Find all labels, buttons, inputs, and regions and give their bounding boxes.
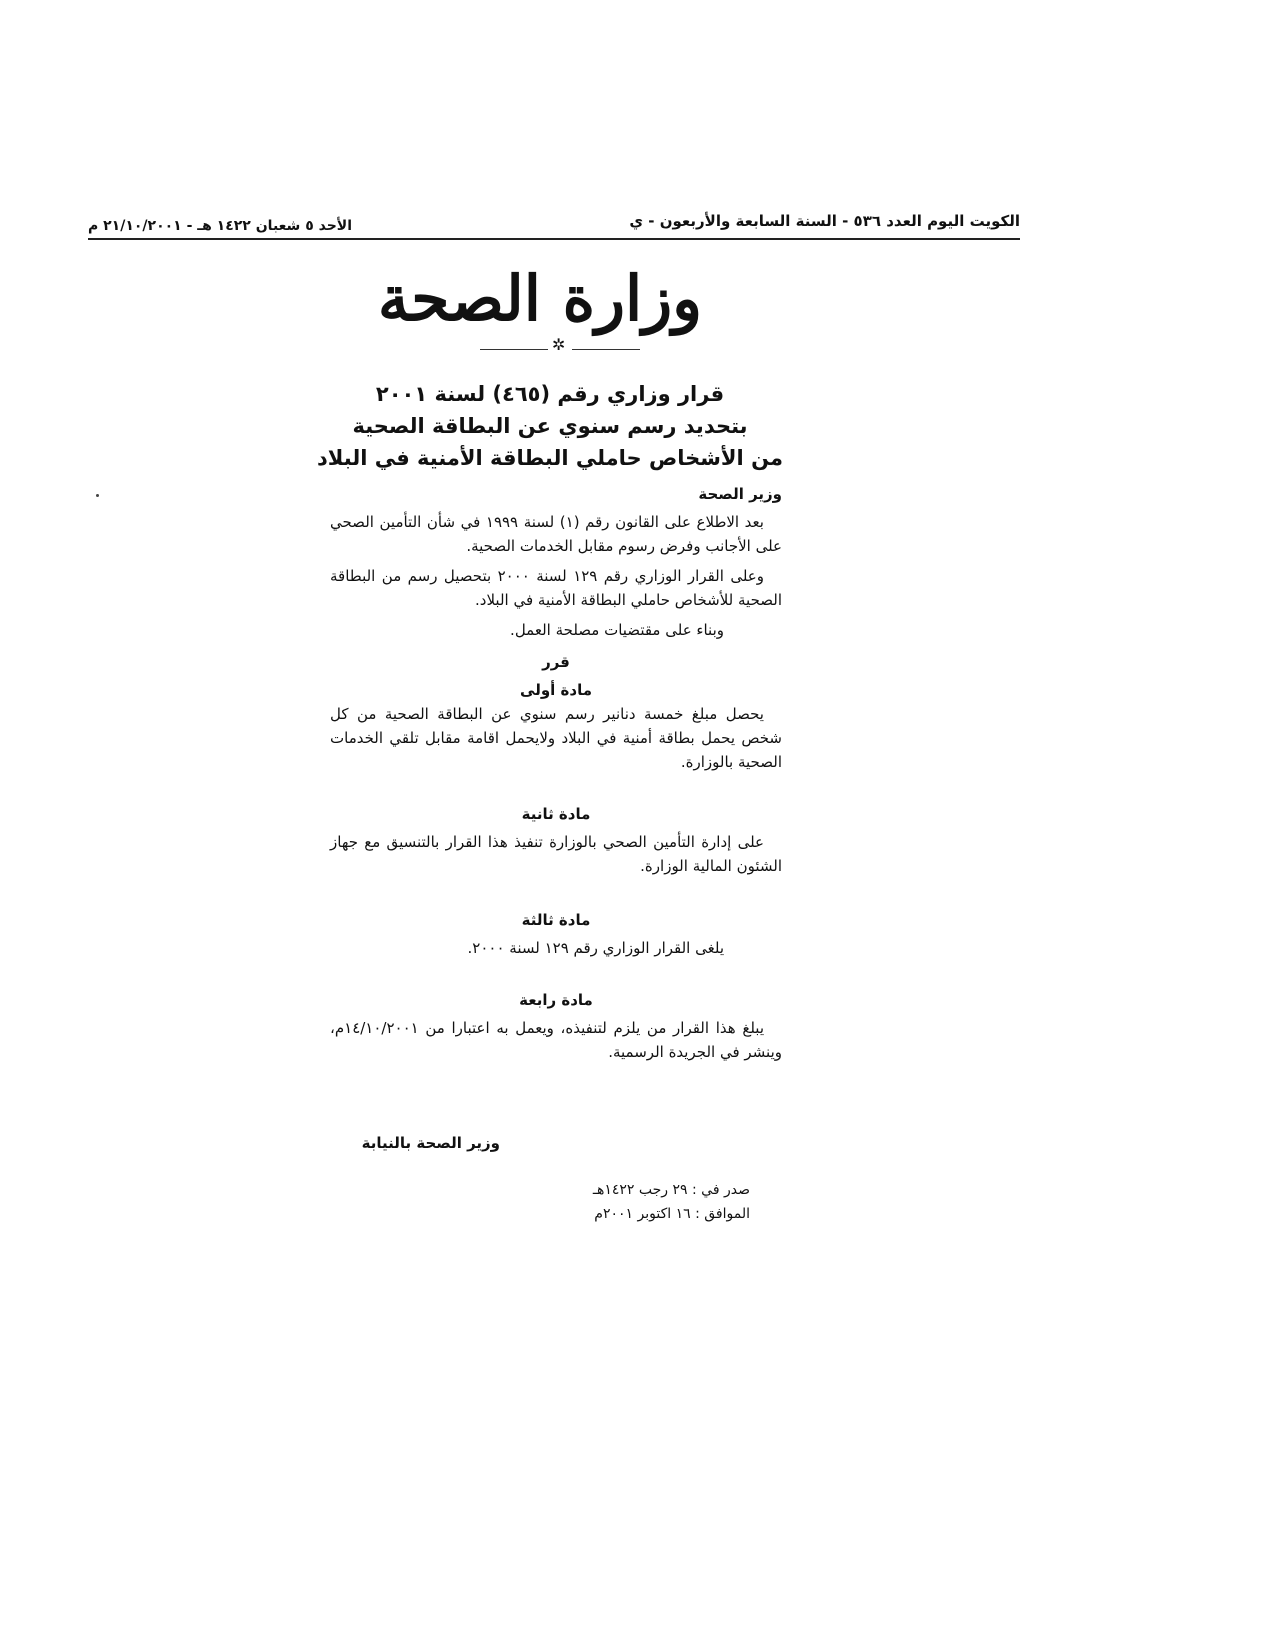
- ornament-line-left: [480, 349, 548, 350]
- page-header: [88, 210, 1020, 240]
- scan-speck: [96, 494, 99, 497]
- header-rule: [88, 238, 1020, 240]
- preamble-paragraph-2: وعلى القرار الوزاري رقم ١٢٩ لسنة ٢٠٠٠ بتحصيل رسم من البطاقة الصحية للأشخاص حاملي البطاقة الأمنية في البلاد.: [330, 567, 782, 609]
- ministry-masthead: وزارة الصحة: [377, 262, 703, 335]
- article-3-title: مادة ثالثة: [521, 911, 591, 929]
- issued-date: صدر في : ٢٩ رجب ١٤٢٢هـ: [592, 1182, 750, 1198]
- corresponding-date: الموافق : ١٦ اكتوبر ٢٠٠١م: [594, 1206, 750, 1222]
- article-3-text: يلغى القرار الوزاري رقم ١٢٩ لسنة ٢٠٠٠.: [467, 939, 724, 957]
- decree-title: [300, 378, 800, 474]
- article-1-title: مادة أولى: [520, 681, 592, 699]
- issue-dates: [560, 1178, 750, 1226]
- article-2-title: مادة ثانية: [521, 805, 591, 823]
- decree-title-line-2: بتحديد رسم سنوي عن البطاقة الصحية: [352, 414, 748, 438]
- article-4-text: يبلغ هذا القرار من يلزم لتنفيذه، ويعمل به اعتبارا من ١٤/١٠/٢٠٠١م، وينشر في الجريدة الرسمية.: [330, 1019, 782, 1061]
- signature: وزير الصحة بالنيابة: [361, 1134, 500, 1152]
- decree-title-line-3: من الأشخاص حاملي البطاقة الأمنية في البلاد: [317, 446, 783, 470]
- decision-word: قرر: [542, 653, 570, 671]
- preamble-paragraph-1: بعد الاطلاع على القانون رقم (١) لسنة ١٩٩٩ في شأن التأمين الصحي على الأجانب وفرض رسوم مقابل الخدمات الصحية.: [330, 513, 782, 555]
- article-4-title: مادة رابعة: [519, 991, 593, 1009]
- article-1-text: يحصل مبلغ خمسة دنانير رسم سنوي عن البطاقة الصحية من كل شخص يحمل بطاقة أمنية في البلاد ولايحمل اقامة مقابل تلقي الخدمات الصحية بالوزارة.: [330, 705, 782, 771]
- header-issue-info: الكويت اليوم العدد ٥٣٦ - السنة السابعة والأربعون - ي: [629, 212, 1020, 230]
- decree-body: [330, 482, 782, 1064]
- ornament-line-right: [572, 349, 640, 350]
- preamble-heading: وزير الصحة: [698, 485, 782, 503]
- article-2-text: على إدارة التأمين الصحي بالوزارة تنفيذ هذا القرار بالتنسيق مع جهاز الشئون المالية الوزارة.: [330, 833, 782, 875]
- header-date: الأحد ٥ شعبان ١٤٢٢ هـ - ٢١/١٠/٢٠٠١ م: [88, 218, 353, 234]
- decree-title-line-1: قرار وزاري رقم (٤٦٥) لسنة ٢٠٠١: [375, 382, 725, 406]
- ornament-star-icon: ✲: [552, 335, 566, 354]
- preamble-paragraph-3: وبناء على مقتضيات مصلحة العمل.: [510, 621, 724, 639]
- masthead-ornament: [480, 335, 640, 355]
